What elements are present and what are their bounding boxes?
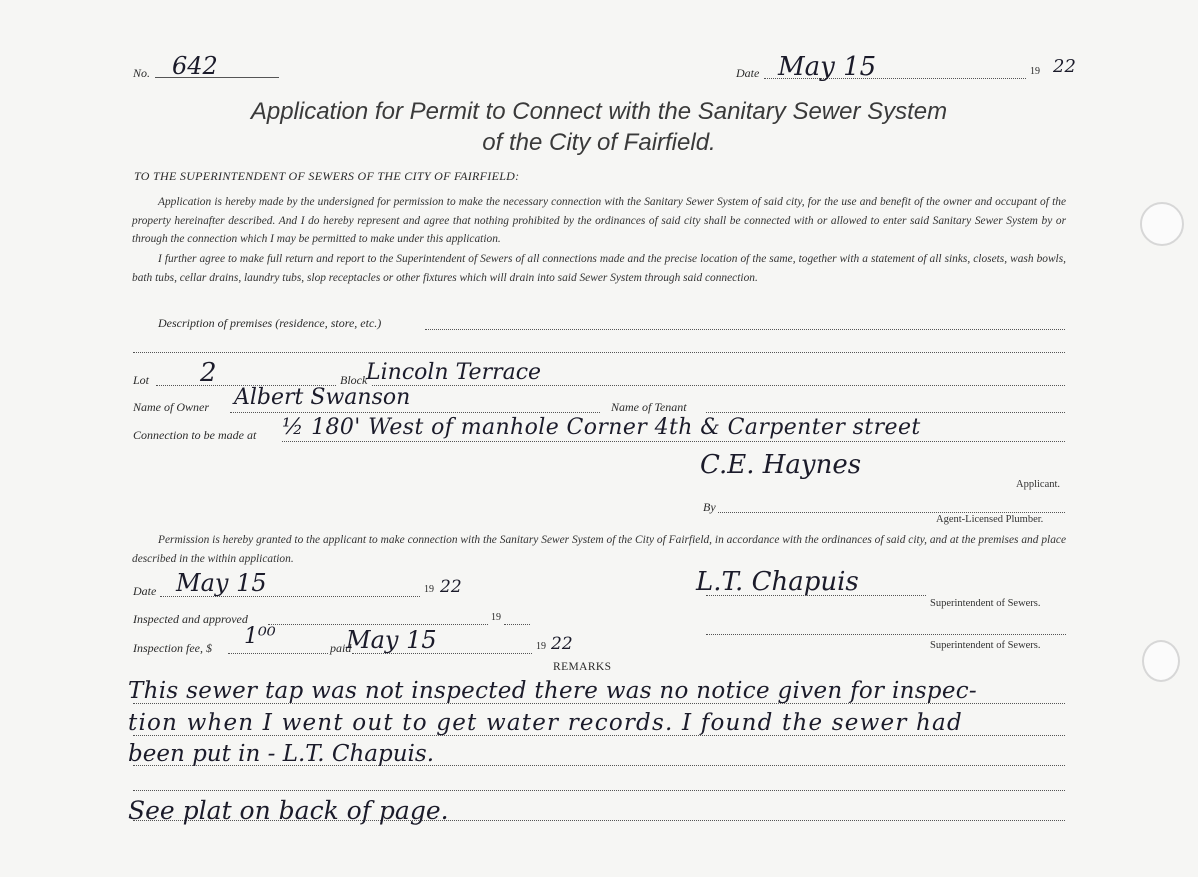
remarks-heading: REMARKS — [553, 661, 612, 673]
description-line-1 — [425, 329, 1065, 330]
applicant-signature: C.E. Haynes — [700, 450, 862, 480]
paid-value: May 15 — [346, 626, 437, 654]
binder-hole-top — [1140, 202, 1184, 246]
form-title-line-1: Application for Permit to Connect with the Sanitary Sewer System — [250, 98, 948, 125]
description-label: Description of premises (residence, store, etc.) — [158, 316, 382, 330]
paid-label: paid — [330, 641, 352, 655]
inspected-year-line — [504, 624, 530, 625]
agent-label: Agent-Licensed Plumber. — [936, 514, 1044, 525]
owner-label: Name of Owner — [133, 400, 209, 414]
application-paragraph-2: I further agree to make full return and report to the Superintendent of Sewers of all connections made and the precise location of the same, together with a statement of all sinks, closets, wash bowls, bath tubs, cellar drains, laundry tubs, slop receptacles or other fixtures which will drain into said Sewer System through said connection. — [132, 253, 1066, 284]
form-title-line-2: of the City of Fairfield. — [482, 129, 716, 156]
application-number: 642 — [172, 52, 218, 80]
lot-value: 2 — [200, 358, 217, 388]
permit-year-value: 22 — [440, 577, 462, 597]
date-label: Date — [736, 66, 760, 80]
remark-text-line-4: See plat on back of page. — [128, 796, 449, 825]
block-line — [372, 385, 1065, 386]
permit-year-prefix: 19 — [424, 584, 434, 595]
superintendent-label-2: Superintendent of Sewers. — [930, 640, 1041, 651]
by-label: By — [703, 500, 716, 514]
fee-value: 1⁰⁰ — [244, 624, 276, 649]
owner-line — [230, 412, 600, 413]
inspected-year-prefix: 19 — [491, 612, 501, 623]
block-label: Block — [340, 373, 368, 387]
connection-line — [282, 441, 1065, 442]
tenant-line — [706, 412, 1065, 413]
lot-label: Lot — [133, 373, 150, 387]
permission-paragraph: Permission is hereby granted to the applicant to make connection with the Sanitary Sewer System of the City of Fairfield, in accordance with the ordinances of said city, and at the premises and place described in the within application. — [132, 534, 1066, 565]
fee-label: Inspection fee, $ — [133, 641, 212, 655]
application-date: May 15 — [778, 52, 877, 82]
application-paragraph-1: Application is hereby made by the undersigned for permission to make the necessary connection with the Sanitary Sewer System of said city, for the use and benefit of the owner and occupant of the property hereinafter described. And I do hereby represent and agree that nothing prohibited by the ordinances of said city shall be connected with or allowed to enter said Sanitary Sewer System by or through the connection which I may be permitted to make under this application. — [132, 196, 1066, 245]
remark-text-line-1: This sewer tap was not inspected there was no notice given for inspec- — [128, 678, 977, 704]
connection-value: ½ 180' West of manhole Corner 4th & Carpenter street — [282, 415, 921, 440]
fee-line — [228, 653, 328, 654]
remark-text-line-3: been put in - L.T. Chapuis. — [128, 741, 435, 767]
inspected-label: Inspected and approved — [133, 612, 248, 626]
paid-year-value: 22 — [551, 634, 573, 654]
permit-date-label: Date — [133, 584, 157, 598]
description-line-2 — [133, 352, 1065, 353]
remark-text-line-2: tion when I went out to get water records. I found the sewer had — [128, 710, 963, 736]
addressee: TO THE SUPERINTENDENT OF SEWERS OF THE CITY OF FAIRFIELD: — [134, 169, 520, 183]
date-year-prefix: 19 — [1030, 66, 1040, 77]
superintendent-signature: L.T. Chapuis — [696, 567, 859, 597]
superintendent-label-1: Superintendent of Sewers. — [930, 598, 1041, 609]
superintendent-line-2 — [706, 634, 1066, 635]
owner-value: Albert Swanson — [234, 385, 411, 410]
binder-hole-bottom — [1142, 640, 1180, 682]
connection-label: Connection to be made at — [133, 428, 257, 442]
tenant-label: Name of Tenant — [611, 400, 687, 414]
applicant-label: Applicant. — [1016, 479, 1061, 490]
permit-date-value: May 15 — [176, 569, 267, 597]
block-value: Lincoln Terrace — [366, 360, 542, 385]
inspected-line — [268, 624, 488, 625]
superintendent-line-1 — [706, 595, 926, 596]
paid-year-prefix: 19 — [536, 641, 546, 652]
by-line — [718, 512, 1065, 513]
number-label: No. — [133, 66, 151, 80]
remarks-line-4 — [133, 790, 1065, 791]
date-year-value: 22 — [1053, 56, 1076, 77]
